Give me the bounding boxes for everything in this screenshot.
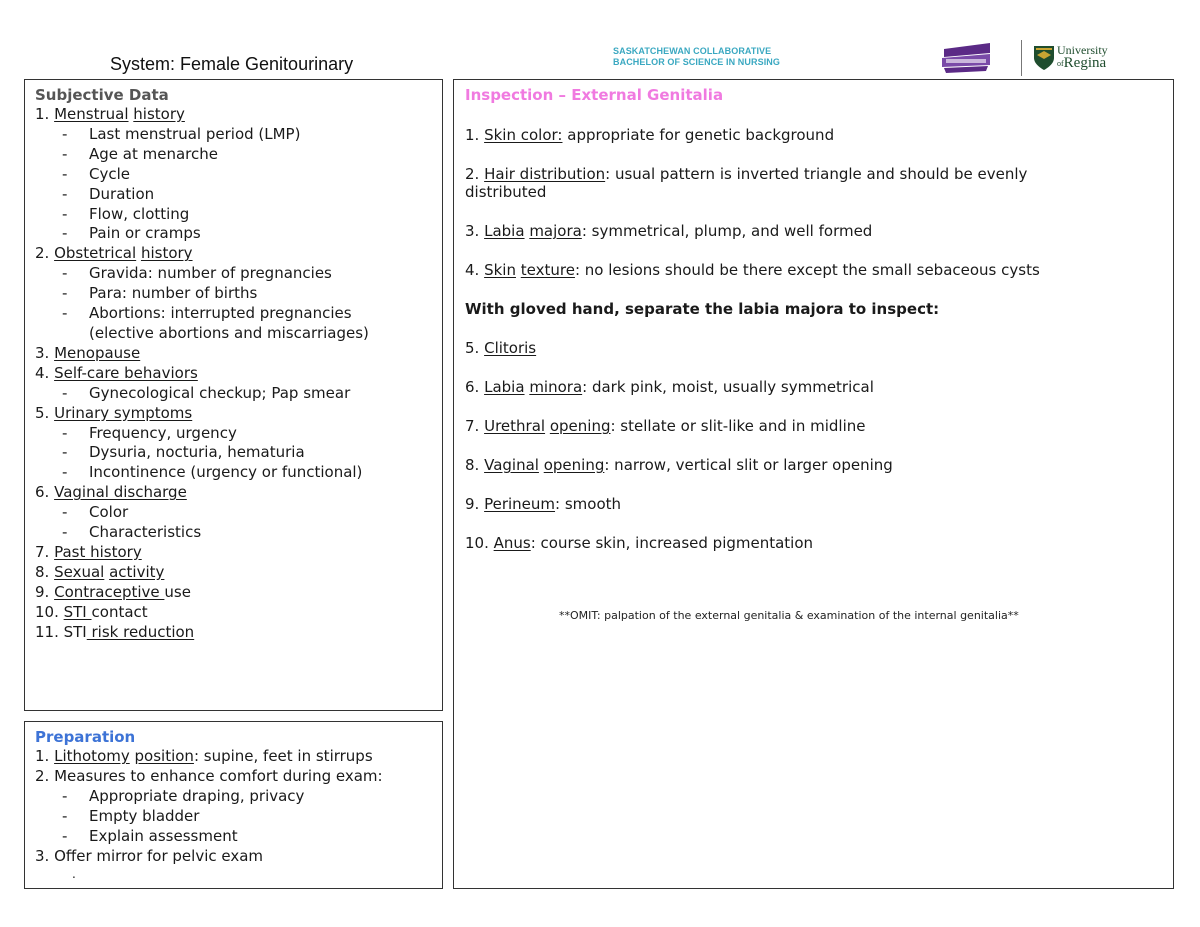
- subjective-item-11: 11. STI risk reduction: [35, 622, 195, 641]
- list-item: - Gynecological checkup; Pap smear: [35, 384, 436, 404]
- saskatchewan-collaborative-logo: [613, 46, 780, 68]
- list-item: - Appropriate draping, privacy: [35, 787, 436, 807]
- inspection-box: [453, 79, 1174, 889]
- subjective-item-9: 9. Contraceptive use: [35, 582, 191, 601]
- uofr-line1: University: [1057, 43, 1108, 57]
- list-item: - Pain or cramps: [35, 224, 436, 244]
- list-item: - Color: [35, 503, 436, 523]
- subjective-content: [35, 85, 436, 642]
- inspection-content: [465, 85, 1113, 553]
- preparation-item-2: 2. Measures to enhance comfort during exam:: [35, 766, 383, 785]
- inspection-item-6: 6. Labia minora: dark pink, moist, usually symmetrical: [465, 378, 874, 396]
- list-item: - Duration: [35, 185, 436, 205]
- inspection-item-4: 4. Skin texture: no lesions should be there except the small sebaceous cysts: [465, 261, 1040, 279]
- sask-logo-line1: SASKATCHEWAN COLLABORATIVE: [613, 46, 772, 56]
- inspection-item-9: 9. Perineum: smooth: [465, 495, 622, 513]
- subjective-item-8: 8. Sexual activity: [35, 562, 165, 581]
- inspection-heading: Inspection – External Genitalia: [465, 86, 724, 104]
- preparation-heading: Preparation: [35, 728, 136, 746]
- sask-logo-line2: BACHELOR OF SCIENCE IN NURSING: [613, 57, 781, 67]
- subjective-item-5: 5. Urinary symptoms: [35, 403, 193, 422]
- list-item: - Last menstrual period (LMP): [35, 125, 436, 145]
- trailing-dot: .: [72, 867, 76, 882]
- list-item: - Incontinence (urgency or functional): [35, 463, 436, 483]
- list-item: - Gravida: number of pregnancies: [35, 264, 436, 284]
- list-item: - Cycle: [35, 165, 436, 185]
- preparation-box: [24, 721, 443, 889]
- subjective-heading: Subjective Data: [35, 86, 169, 104]
- uofr-of: of: [1057, 59, 1064, 68]
- subjective-item-2: 2. Obstetrical history: [35, 244, 193, 263]
- list-item: - Empty bladder: [35, 807, 436, 827]
- gloved-hand-instruction: With gloved hand, separate the labia majora to inspect:: [465, 300, 940, 318]
- inspection-item-7: 7. Urethral opening: stellate or slit-like and in midline: [465, 417, 866, 435]
- list-item: - Flow, clotting: [35, 205, 436, 225]
- subjective-item-1: 1. Menstrual history: [35, 105, 185, 123]
- logo-divider: [1021, 40, 1022, 76]
- list-item: - Dysuria, nocturia, hematuria: [35, 443, 436, 463]
- list-item: - Explain assessment: [35, 827, 436, 847]
- preparation-item-3: 3. Offer mirror for pelvic exam: [35, 846, 264, 865]
- partner-logos: [938, 40, 1128, 76]
- saskatchewan-polytechnic-logo: [940, 43, 992, 73]
- list-item: - Abortions: interrupted pregnancies: [35, 304, 436, 324]
- list-item: - Frequency, urgency: [35, 424, 436, 444]
- inspection-item-1: 1. Skin color: appropriate for genetic background: [465, 125, 835, 144]
- uofr-line2: [1057, 57, 1108, 70]
- inspection-item-8: 8. Vaginal opening: narrow, vertical slit or larger opening: [465, 456, 893, 474]
- subjective-data-box: [24, 79, 443, 711]
- page-title: System: Female Genitourinary: [110, 54, 354, 74]
- inspection-item-3: 3. Labia majora: symmetrical, plump, and well formed: [465, 222, 873, 240]
- uofr-regina: Regina: [1063, 55, 1107, 71]
- subjective-item-7: 7. Past history: [35, 542, 142, 561]
- subjective-item-3: 3. Menopause: [35, 343, 141, 362]
- list-item: - Age at menarche: [35, 145, 436, 165]
- university-shield-icon: [1033, 45, 1055, 71]
- subjective-item-4: 4. Self-care behaviors: [35, 363, 198, 382]
- subjective-item-10: 10. STI contact: [35, 602, 148, 621]
- inspection-item-2: 2. Hair distribution: usual pattern is inverted triangle and should be evenly distributed: [465, 164, 1028, 201]
- inspection-item-5: 5. Clitoris: [465, 339, 537, 357]
- omit-note: **OMIT: palpation of the external genitalia & examination of the internal genitalia**: [559, 609, 1019, 622]
- subjective-item-6: 6. Vaginal discharge: [35, 483, 187, 502]
- university-of-regina-logo: [1057, 44, 1108, 70]
- preparation-item-1: 1. Lithotomy position: supine, feet in stirrups: [35, 747, 373, 765]
- list-item: (elective abortions and miscarriages): [89, 323, 369, 342]
- preparation-content: [35, 727, 436, 882]
- list-item: - Para: number of births: [35, 284, 436, 304]
- list-item: - Characteristics: [35, 523, 436, 543]
- inspection-item-10: 10. Anus: course skin, increased pigmentation: [465, 534, 814, 552]
